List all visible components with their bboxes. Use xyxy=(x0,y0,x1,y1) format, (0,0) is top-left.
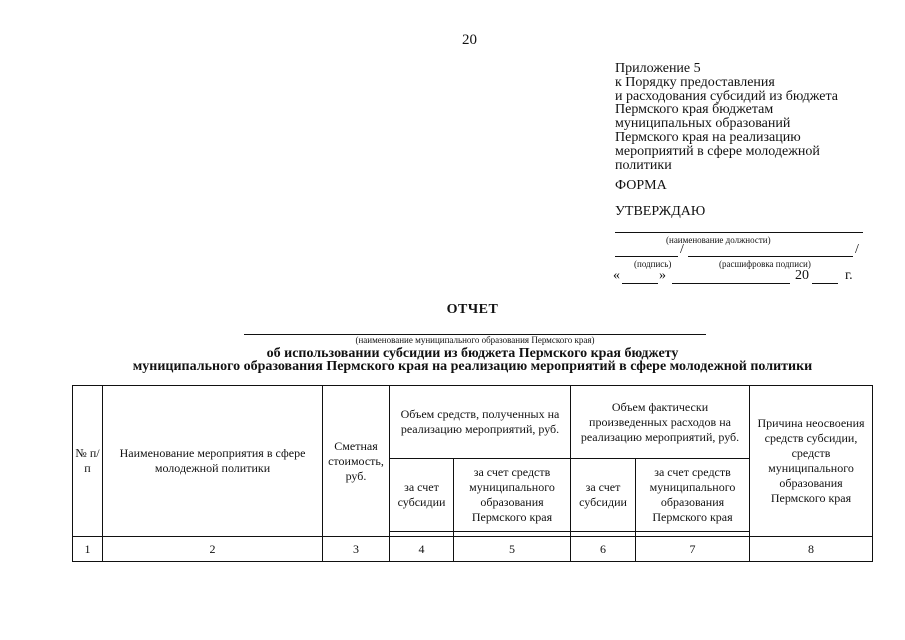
report-table xyxy=(72,385,873,562)
header-reason: Причина неосвоения средств субсидии, средств муниципального образования Пермского края xyxy=(750,386,873,537)
decoding-caption: (расшифровка подписи) xyxy=(719,259,811,269)
appendix-line: Пермского края на реализацию xyxy=(615,129,801,145)
decoding-line xyxy=(688,256,853,257)
date-day-line xyxy=(622,283,658,284)
signature-line xyxy=(615,256,678,257)
approve-label: УТВЕРЖДАЮ xyxy=(615,204,706,219)
appendix-block xyxy=(615,62,875,172)
appendix-line: и расходования субсидий из бюджета xyxy=(615,88,838,104)
date-open-quote: « xyxy=(613,268,620,283)
appendix-line: к Порядку предоставления xyxy=(615,74,775,90)
position-line xyxy=(615,232,863,233)
table-header-row xyxy=(73,386,873,459)
position-caption: (наименование должности) xyxy=(666,235,771,245)
date-close-quote: » xyxy=(659,268,666,283)
form-label: ФОРМА xyxy=(615,178,667,193)
header-actual: Объем фактически произведенных расходов на реализацию мероприятий, руб. xyxy=(571,386,750,459)
date-year-prefix: 20 xyxy=(795,268,809,283)
signature-caption: (подпись) xyxy=(634,259,672,269)
column-number: 4 xyxy=(390,537,454,562)
column-number: 2 xyxy=(103,537,323,562)
appendix-line: мероприятий в сфере молодежной xyxy=(615,143,820,159)
column-number: 3 xyxy=(323,537,390,562)
report-subtitle-line2: муниципального образования Пермского края на реализацию мероприятий в сфере молодежной политики xyxy=(132,359,813,374)
signature-slash: / xyxy=(680,242,684,257)
column-number: 8 xyxy=(750,537,873,562)
header-actual-subsidy: за счет субсидии xyxy=(571,459,636,532)
appendix-line: Пермского края бюджетам xyxy=(615,102,774,118)
appendix-line: Приложение 5 xyxy=(615,61,701,76)
date-year-line xyxy=(812,283,838,284)
date-year-suffix: г. xyxy=(845,268,853,283)
header-cost: Сметная стоимость, руб. xyxy=(323,386,390,537)
column-number: 6 xyxy=(571,537,636,562)
appendix-line: политики xyxy=(615,157,672,173)
column-number: 1 xyxy=(73,537,103,562)
report-subtitle-line1: об использовании субсидии из бюджета Пермского края бюджету xyxy=(266,346,679,361)
header-num: № п/п xyxy=(73,386,103,537)
column-number: 5 xyxy=(454,537,571,562)
municipality-caption: (наименование муниципального образования Пермского края) xyxy=(355,335,595,345)
header-actual-municipal: за счет средств муниципального образования Пермского края xyxy=(636,459,750,532)
date-month-line xyxy=(672,283,790,284)
column-number: 7 xyxy=(636,537,750,562)
report-title: ОТЧЕТ xyxy=(446,302,499,317)
header-received-municipal: за счет средств муниципального образования Пермского края xyxy=(454,459,571,532)
header-received: Объем средств, полученных на реализацию мероприятий, руб. xyxy=(390,386,571,459)
appendix-line: муниципальных образований xyxy=(615,116,791,132)
header-received-subsidy: за счет субсидии xyxy=(390,459,454,532)
table-row xyxy=(73,537,873,562)
header-name: Наименование мероприятия в сфере молодежной политики xyxy=(103,386,323,537)
page-number: 20 xyxy=(462,32,477,48)
decoding-slash: / xyxy=(855,242,859,257)
